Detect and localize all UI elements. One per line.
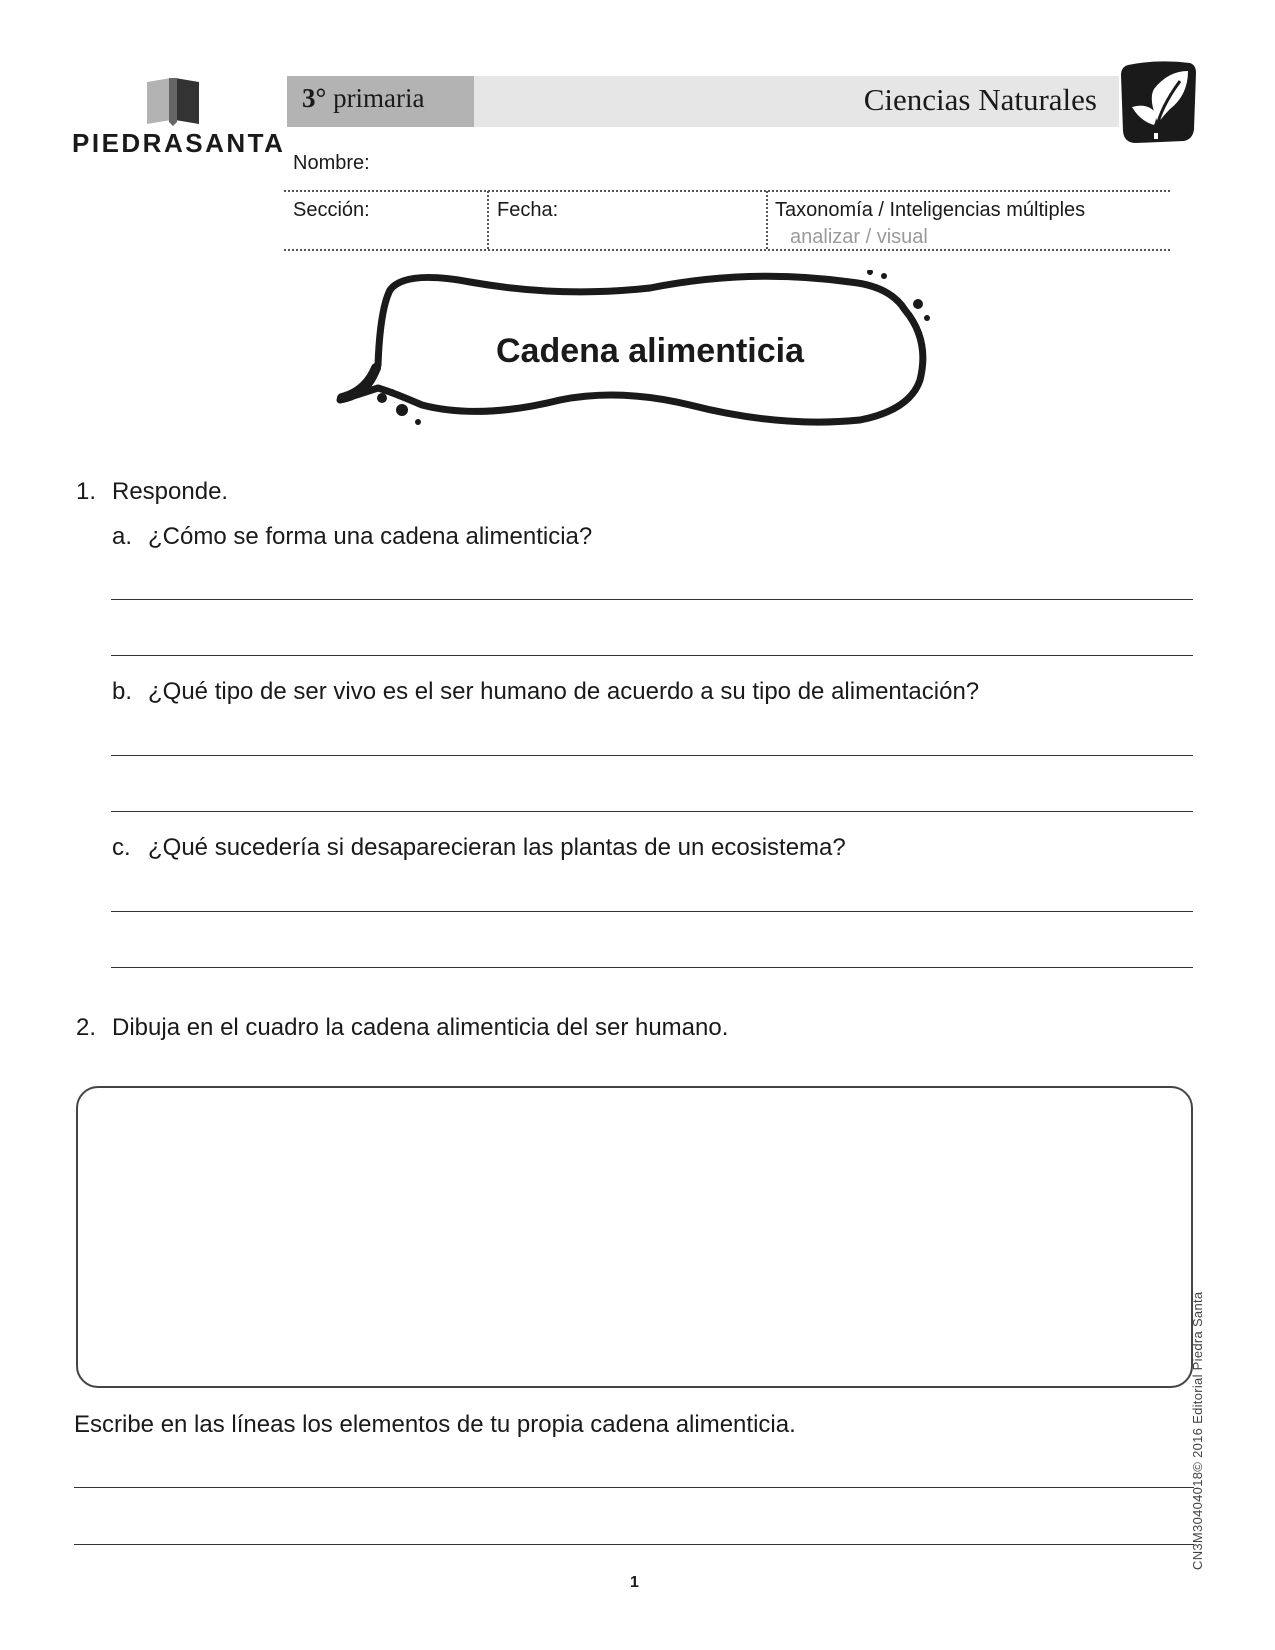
answer-line[interactable] xyxy=(111,967,1193,968)
item-text: ¿Qué sucedería si desaparecieran las plantas de un ecosistema? xyxy=(148,834,846,861)
instruction-text: Escribe en las líneas los elementos de tu propia cadena alimenticia. xyxy=(74,1411,796,1438)
answer-line[interactable] xyxy=(111,655,1193,656)
question-text: Responde. xyxy=(112,478,229,505)
page-number: 1 xyxy=(630,1574,639,1591)
answer-line[interactable] xyxy=(111,755,1193,756)
grade-label: primaria xyxy=(333,83,425,113)
question-number: 1. xyxy=(76,478,97,505)
grade-badge xyxy=(287,76,474,127)
taxonomy-value: analizar / visual xyxy=(790,226,928,248)
divider xyxy=(284,190,1170,192)
date-label: Fecha: xyxy=(497,199,559,221)
item-letter: c. xyxy=(112,834,131,861)
taxonomy-label: Taxonomía / Inteligencias múltiples xyxy=(775,199,1086,221)
worksheet-title: Cadena alimenticia xyxy=(495,332,804,370)
question-number: 2. xyxy=(76,1014,97,1041)
item-text: ¿Qué tipo de ser vivo es el ser humano de acuerdo a su tipo de alimentación? xyxy=(148,678,980,705)
answer-line[interactable] xyxy=(111,599,1193,600)
divider xyxy=(766,191,768,249)
brand-logo-text: PIEDRASANTA xyxy=(72,128,286,158)
answer-line[interactable] xyxy=(74,1487,1194,1488)
item-letter: a. xyxy=(112,523,133,550)
section-label: Sección: xyxy=(293,199,370,221)
drawing-box[interactable] xyxy=(76,1086,1193,1388)
name-label: Nombre: xyxy=(293,152,370,174)
answer-line[interactable] xyxy=(74,1544,1194,1545)
item-text: ¿Cómo se forma una cadena alimenticia? xyxy=(148,523,593,550)
question-text: Dibuja en el cuadro la cadena alimenticia del ser humano. xyxy=(112,1014,729,1041)
item-letter: b. xyxy=(112,678,133,705)
grade-number: 3° xyxy=(302,83,327,113)
leaf-icon xyxy=(1118,59,1198,145)
answer-line[interactable] xyxy=(111,911,1193,912)
copyright-text: CN3M30404018© 2016 Editorial Piedra Santa xyxy=(1190,1291,1205,1570)
divider xyxy=(284,249,1170,251)
answer-line[interactable] xyxy=(111,811,1193,812)
open-book-icon xyxy=(145,76,201,126)
subject-title: Ciencias Naturales xyxy=(474,76,1119,127)
divider xyxy=(487,191,489,249)
